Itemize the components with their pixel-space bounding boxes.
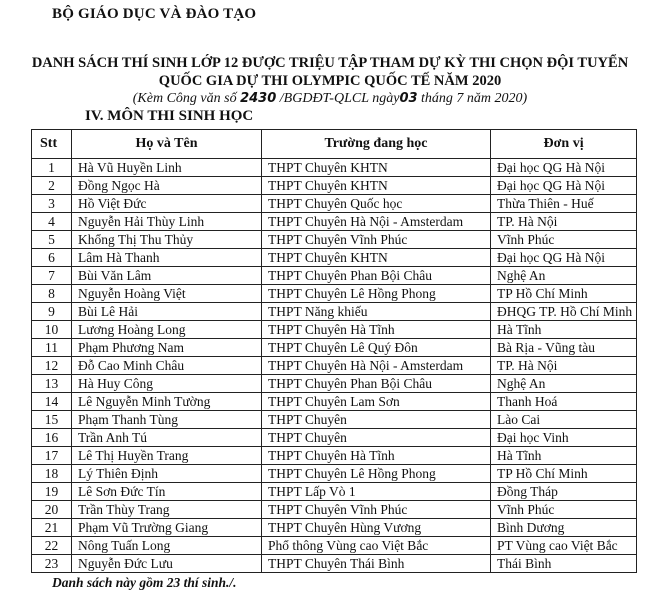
cell-stt: 12 [32,357,72,375]
cell-unit: Thái Bình [491,555,637,573]
dispatch-prefix: (Kèm Công văn số [132,91,241,106]
cell-unit: TP Hồ Chí Minh [491,285,637,303]
section-heading: IV. MÔN THI SINH HỌC [85,108,254,124]
cell-unit: ĐHQG TP. Hồ Chí Minh [491,303,637,321]
cell-school: THPT Chuyên Hà Nội - Amsterdam [262,213,491,231]
cell-stt: 4 [32,213,72,231]
cell-school: THPT Chuyên Lê Hồng Phong [262,465,491,483]
document-title-line-2: QUỐC GIA DỰ THI OLYMPIC QUỐC TẾ NĂM 2020 [158,73,502,89]
table-row [32,231,637,249]
cell-unit: Lào Cai [491,411,637,429]
cell-unit: Nghệ An [491,375,637,393]
cell-school: THPT Chuyên Phan Bội Châu [262,375,491,393]
cell-unit: Đại học QG Hà Nội [491,177,637,195]
cell-school: THPT Năng khiếu [262,303,491,321]
cell-name: Phạm Phương Nam [72,339,262,357]
cell-stt: 3 [32,195,72,213]
cell-school: THPT Chuyên KHTN [262,249,491,267]
cell-stt: 14 [32,393,72,411]
cell-stt: 23 [32,555,72,573]
table-row [32,501,637,519]
cell-unit: Đồng Tháp [491,483,637,501]
cell-unit: Bà Rịa - Vũng tàu [491,339,637,357]
cell-school: THPT Chuyên Hà Tĩnh [262,321,491,339]
candidate-table [31,129,637,573]
column-header-stt: Stt [32,130,72,159]
cell-unit: Nghệ An [491,267,637,285]
cell-school: THPT Chuyên Vĩnh Phúc [262,231,491,249]
cell-school: THPT Chuyên Thái Bình [262,555,491,573]
cell-name: Lê Thị Huyền Trang [72,447,262,465]
cell-school: THPT Chuyên Lam Sơn [262,393,491,411]
cell-stt: 19 [32,483,72,501]
cell-stt: 13 [32,375,72,393]
document-title-line-1: DANH SÁCH THÍ SINH LỚP 12 ĐƯỢC TRIỆU TẬP THAM DỰ KỲ THI CHỌN ĐỘI TUYỂN [31,55,629,71]
cell-school: THPT Chuyên KHTN [262,177,491,195]
table-row [32,411,637,429]
cell-name: Đồng Ngọc Hà [72,177,262,195]
cell-stt: 11 [32,339,72,357]
cell-name: Hồ Việt Đức [72,195,262,213]
cell-school: THPT Chuyên Lê Quý Đôn [262,339,491,357]
dispatch-middle: /BGDĐT-QLCL ngày [276,91,400,106]
table-row [32,213,637,231]
footer-note: Danh sách này gồm 23 thí sinh./. [52,575,237,590]
dispatch-day: 03 [399,91,418,106]
cell-stt: 21 [32,519,72,537]
cell-name: Trần Anh Tú [72,429,262,447]
cell-unit: Vĩnh Phúc [491,501,637,519]
cell-stt: 6 [32,249,72,267]
cell-stt: 20 [32,501,72,519]
table-row [32,429,637,447]
table-row [32,357,637,375]
table-row [32,195,637,213]
cell-name: Phạm Thanh Tùng [72,411,262,429]
cell-stt: 15 [32,411,72,429]
cell-name: Lâm Hà Thanh [72,249,262,267]
column-header-unit: Đơn vị [491,130,637,159]
cell-stt: 8 [32,285,72,303]
cell-unit: Vĩnh Phúc [491,231,637,249]
dispatch-number: 2430 [240,91,277,106]
dispatch-suffix: tháng 7 năm 2020) [417,91,528,106]
cell-stt: 16 [32,429,72,447]
table-row [32,177,637,195]
column-header-name: Họ và Tên [72,130,262,159]
cell-unit: PT Vùng cao Việt Bắc [491,537,637,555]
cell-stt: 7 [32,267,72,285]
table-row [32,375,637,393]
cell-name: Khổng Thị Thu Thủy [72,231,262,249]
cell-school: THPT Chuyên Hà Nội - Amsterdam [262,357,491,375]
cell-school: Phổ thông Vùng cao Việt Bắc [262,537,491,555]
cell-name: Lương Hoàng Long [72,321,262,339]
cell-name: Đỗ Cao Minh Châu [72,357,262,375]
cell-unit: Đại học Vinh [491,429,637,447]
cell-school: THPT Chuyên Lê Hồng Phong [262,285,491,303]
dispatch-reference [0,91,660,107]
cell-stt: 10 [32,321,72,339]
cell-name: Lý Thiên Định [72,465,262,483]
cell-stt: 5 [32,231,72,249]
table-row [32,321,637,339]
cell-unit: Đại học QG Hà Nội [491,249,637,267]
table-row [32,465,637,483]
table-row [32,303,637,321]
cell-school: THPT Chuyên Quốc học [262,195,491,213]
cell-name: Phạm Vũ Trường Giang [72,519,262,537]
table-row [32,159,637,177]
table-row [32,537,637,555]
cell-unit: TP Hồ Chí Minh [491,465,637,483]
table-row [32,267,637,285]
cell-name: Hà Vũ Huyền Linh [72,159,262,177]
cell-unit: TP. Hà Nội [491,213,637,231]
cell-stt: 2 [32,177,72,195]
table-row [32,393,637,411]
cell-name: Hà Huy Công [72,375,262,393]
cell-name: Lê Nguyễn Minh Tường [72,393,262,411]
table-row [32,249,637,267]
cell-name: Lê Sơn Đức Tín [72,483,262,501]
cell-school: THPT Lấp Vò 1 [262,483,491,501]
table-header-row [32,130,637,159]
table-row [32,285,637,303]
cell-name: Nông Tuấn Long [72,537,262,555]
cell-stt: 9 [32,303,72,321]
table-row [32,339,637,357]
cell-school: THPT Chuyên [262,429,491,447]
cell-school: THPT Chuyên [262,411,491,429]
cell-unit: Đại học QG Hà Nội [491,159,637,177]
cell-school: THPT Chuyên KHTN [262,159,491,177]
cell-name: Bùi Văn Lâm [72,267,262,285]
table-row [32,483,637,501]
cell-unit: Thừa Thiên - Huế [491,195,637,213]
cell-name: Nguyễn Hải Thùy Linh [72,213,262,231]
cell-name: Nguyễn Hoàng Việt [72,285,262,303]
table-row [32,519,637,537]
cell-name: Nguyễn Đức Lưu [72,555,262,573]
cell-unit: Bình Dương [491,519,637,537]
cell-school: THPT Chuyên Phan Bội Châu [262,267,491,285]
cell-unit: TP. Hà Nội [491,357,637,375]
cell-stt: 18 [32,465,72,483]
cell-stt: 22 [32,537,72,555]
cell-unit: Hà Tĩnh [491,447,637,465]
cell-name: Trần Thùy Trang [72,501,262,519]
cell-stt: 17 [32,447,72,465]
cell-school: THPT Chuyên Hùng Vương [262,519,491,537]
cell-unit: Thanh Hoá [491,393,637,411]
cell-stt: 1 [32,159,72,177]
table-row [32,447,637,465]
cell-name: Bùi Lê Hải [72,303,262,321]
cell-school: THPT Chuyên Hà Tĩnh [262,447,491,465]
column-header-school: Trường đang học [262,130,491,159]
cell-school: THPT Chuyên Vĩnh Phúc [262,501,491,519]
cell-unit: Hà Tĩnh [491,321,637,339]
ministry-name: BỘ GIÁO DỤC VÀ ĐÀO TẠO [52,6,257,22]
table-row [32,555,637,573]
